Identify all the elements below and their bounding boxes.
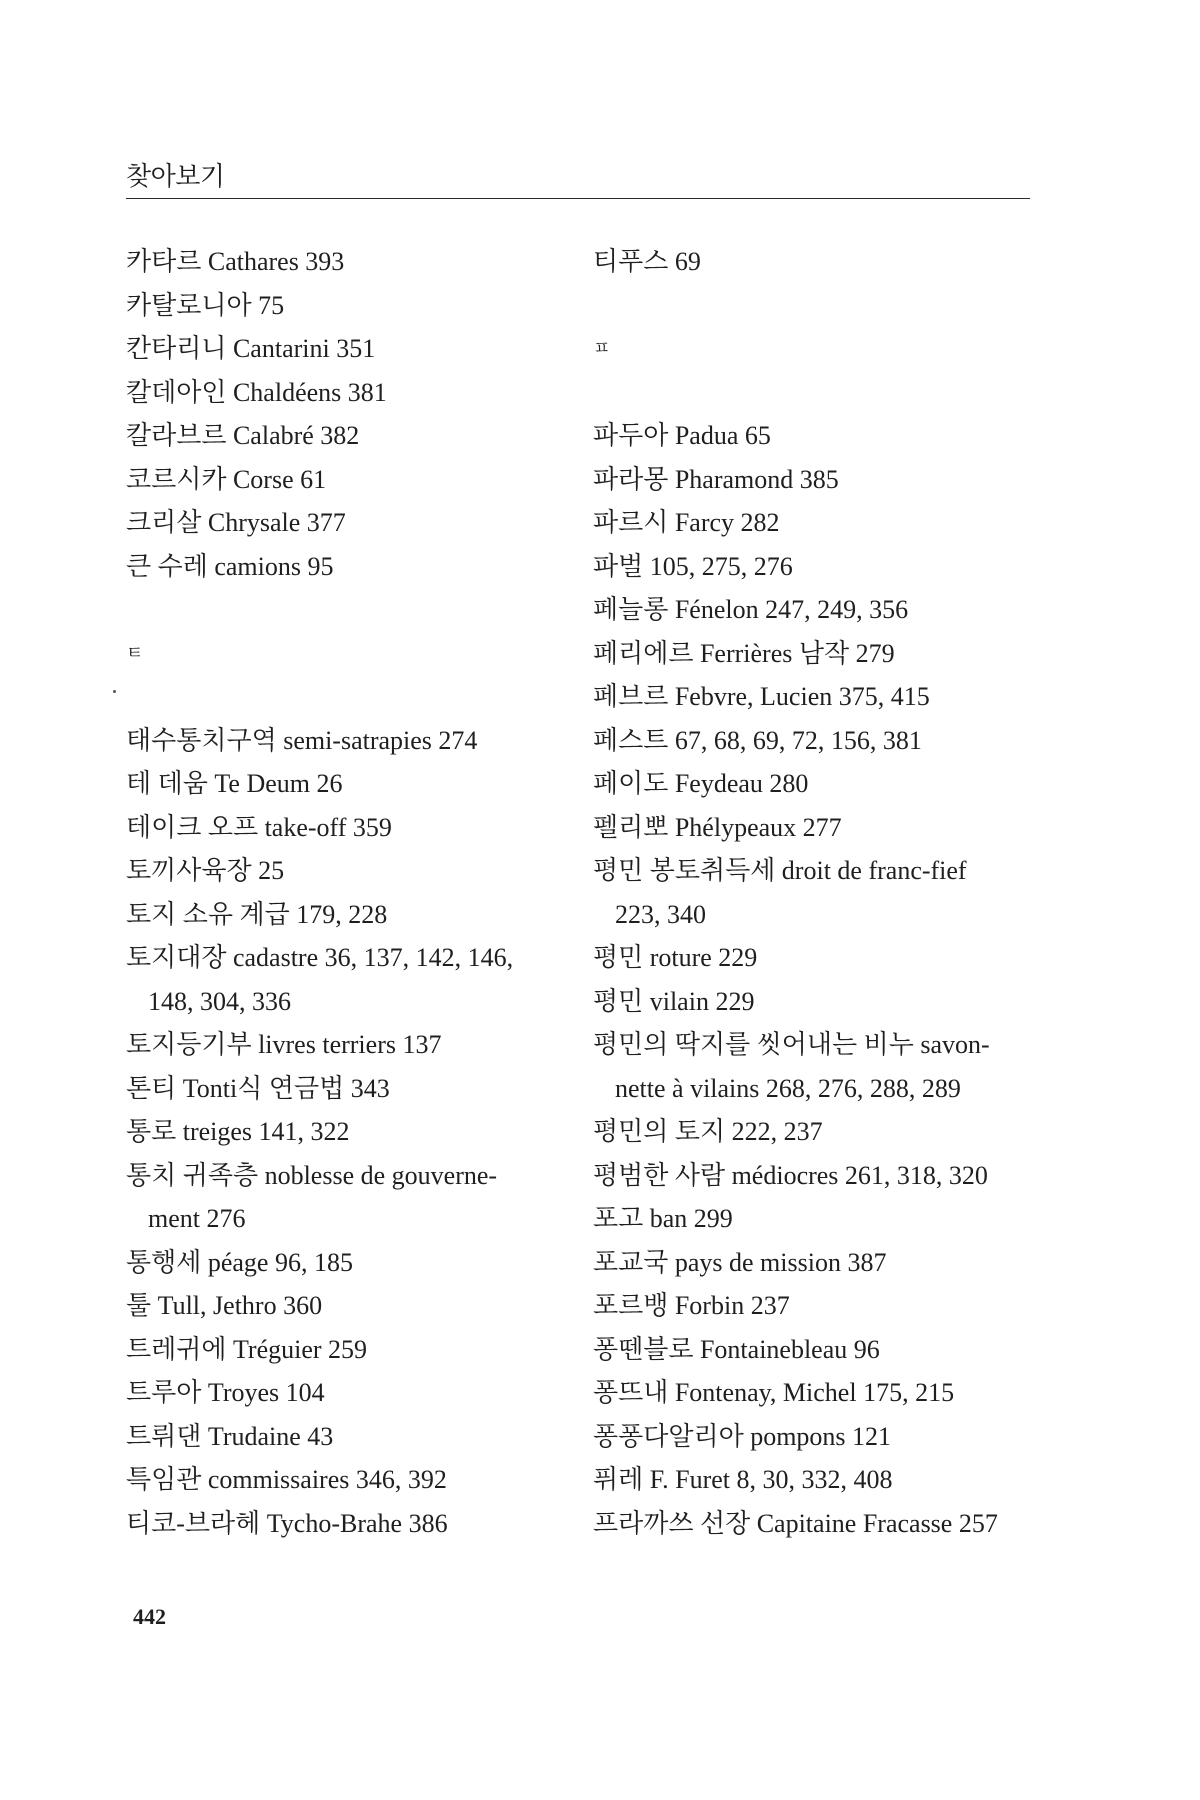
index-entry: 파벌 105, 275, 276 <box>593 551 793 581</box>
index-entry: 토끼사육장 25 <box>126 856 285 885</box>
index-entry: 토지등기부 livres terriers 137 <box>126 1030 442 1059</box>
index-entry: 퐁퐁다알리아 pompons 121 <box>593 1421 892 1451</box>
index-entry: 프라까쓰 선장 Capitaine Fracasse 257 <box>593 1508 998 1538</box>
scan-speck <box>113 690 116 693</box>
index-column-left <box>126 240 556 1545</box>
index-entry: 포르뱅 Forbin 237 <box>593 1291 790 1320</box>
spacer <box>126 588 556 632</box>
index-entry: 칼라브르 Calabré 382 <box>126 421 360 450</box>
index-entry: 크리살 Chrysale 377 <box>126 508 346 537</box>
index-entry: 토지대장 cadastre 36, 137, 142, 146, <box>126 943 514 972</box>
index-entry: 펠리뽀 Phélypeaux 277 <box>593 812 842 842</box>
index-entry: 통로 treiges 141, 322 <box>126 1117 350 1146</box>
index-entry: 파르시 Farcy 282 <box>593 508 780 537</box>
spacer <box>593 371 1033 415</box>
index-entry: 퓌레 F. Furet 8, 30, 332, 408 <box>593 1465 893 1494</box>
section-heading-p: ㅍ <box>593 338 611 359</box>
index-column-right <box>593 240 1033 1545</box>
section-heading-t: ㅌ <box>126 642 144 664</box>
index-entry: 평민의 토지 222, 237 <box>593 1117 823 1146</box>
index-entry: 토지 소유 계급 179, 228 <box>126 899 388 929</box>
page-number: 442 <box>133 1604 166 1629</box>
index-entry: 카탈로니아 75 <box>126 290 285 320</box>
index-entry: 평범한 사람 médiocres 261, 318, 320 <box>593 1160 988 1190</box>
index-entry: 티코-브라헤 Tycho-Brahe 386 <box>126 1508 448 1538</box>
index-entry: 페스트 67, 68, 69, 72, 156, 381 <box>593 725 922 755</box>
spacer <box>593 284 1033 328</box>
index-entry: 퐁뗀블로 Fontainebleau 96 <box>593 1334 880 1364</box>
index-entry: 파두아 Padua 65 <box>593 421 771 450</box>
index-entry-continuation: nette à vilains 268, 276, 288, 289 <box>615 1073 961 1103</box>
index-entry: 트뤼댄 Trudaine 43 <box>126 1421 334 1451</box>
index-entry: 칸타리니 Cantarini 351 <box>126 334 376 363</box>
index-entry: 페브르 Febvre, Lucien 375, 415 <box>593 682 930 711</box>
spacer <box>126 675 556 719</box>
index-entry: 테 데움 Te Deum 26 <box>126 769 343 798</box>
index-entry: 퐁뜨내 Fontenay, Michel 175, 215 <box>593 1378 955 1407</box>
index-entry-continuation: 223, 340 <box>615 899 706 929</box>
index-entry: 티푸스 69 <box>593 247 701 276</box>
index-entry: 평민 vilain 229 <box>593 986 755 1016</box>
index-entry: 통행세 péage 96, 185 <box>126 1247 353 1277</box>
page-header <box>126 160 1030 199</box>
index-entry: 트루아 Troyes 104 <box>126 1378 325 1407</box>
index-entry: 평민 봉토취득세 droit de franc-fief <box>593 856 967 885</box>
index-entry: 통치 귀족층 noblesse de gouverne- <box>126 1160 498 1190</box>
index-entry: 특임관 commissaires 346, 392 <box>126 1465 447 1494</box>
index-entry: 톤티 Tonti식 연금법 343 <box>126 1073 390 1103</box>
index-entry: 파라몽 Pharamond 385 <box>593 464 839 494</box>
index-entry: 태수통치구역 semi-satrapies 274 <box>126 725 478 755</box>
index-entry: 테이크 오프 take-off 359 <box>126 812 392 842</box>
index-entry: 카타르 Cathares 393 <box>126 247 345 276</box>
index-entry-continuation: 148, 304, 336 <box>148 986 291 1016</box>
index-entry: 큰 수레 camions 95 <box>126 551 334 581</box>
index-entry: 평민의 딱지를 씻어내는 비누 savon- <box>593 1030 990 1059</box>
index-entry-continuation: ment 276 <box>148 1204 246 1233</box>
index-entry: 트레귀에 Tréguier 259 <box>126 1334 368 1364</box>
page-title: 찾아보기 <box>126 162 225 192</box>
index-entry: 페늘롱 Fénelon 247, 249, 356 <box>593 595 909 624</box>
index-entry: 평민 roture 229 <box>593 943 758 972</box>
index-entry: 툴 Tull, Jethro 360 <box>126 1291 323 1320</box>
index-entry: 포교국 pays de mission 387 <box>593 1247 887 1277</box>
index-entry: 포고 ban 299 <box>593 1204 733 1233</box>
index-entry: 페리에르 Ferrières 남작 279 <box>593 638 895 668</box>
index-entry: 코르시카 Corse 61 <box>126 464 327 494</box>
index-entry: 칼데아인 Chaldéens 381 <box>126 377 387 407</box>
index-entry: 페이도 Feydeau 280 <box>593 769 809 798</box>
